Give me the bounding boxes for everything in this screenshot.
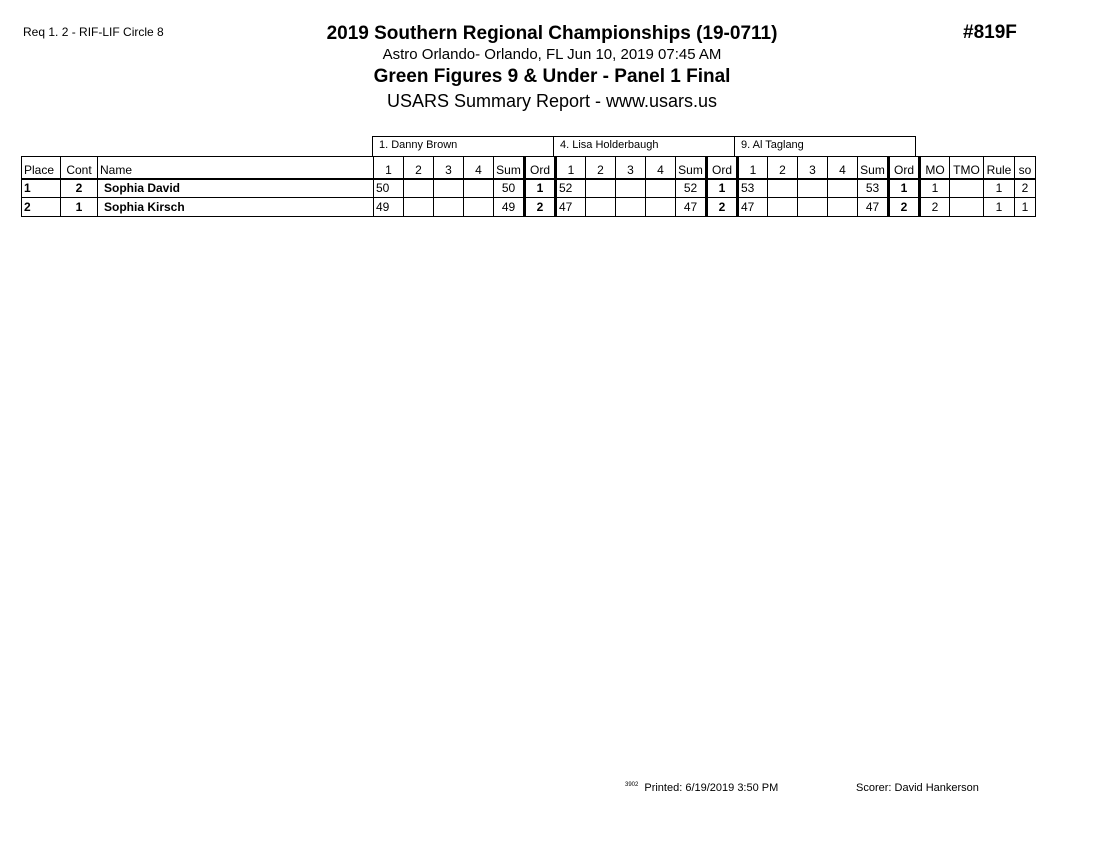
j1-ord: 2	[525, 198, 556, 217]
j1-score-4	[464, 179, 494, 198]
col-j2-s4: 4	[646, 157, 676, 179]
col-j1-s2: 2	[404, 157, 434, 179]
tmo-cell	[950, 198, 984, 217]
print-info	[625, 782, 778, 794]
j3-score-3	[798, 179, 828, 198]
col-j2-sum: Sum	[676, 157, 707, 179]
scorer-info: Scorer: David Hankerson	[856, 782, 979, 794]
j2-score-1: 47	[556, 198, 586, 217]
j2-ord: 1	[707, 179, 738, 198]
rule-cell: 1	[984, 179, 1015, 198]
col-j3-sum: Sum	[858, 157, 889, 179]
j2-score-4	[646, 198, 676, 217]
j1-score-1: 49	[374, 198, 404, 217]
j2-score-4	[646, 179, 676, 198]
rule-cell: 1	[984, 198, 1015, 217]
col-j3-s3: 3	[798, 157, 828, 179]
col-j1-ord: Ord	[525, 157, 556, 179]
j1-ord: 1	[525, 179, 556, 198]
j1-score-3	[434, 198, 464, 217]
table-header-row	[22, 157, 1036, 179]
col-j1-sum: Sum	[494, 157, 525, 179]
report-header	[300, 22, 804, 112]
col-name: Name	[98, 157, 374, 179]
col-so: so	[1015, 157, 1036, 179]
j3-score-4	[828, 198, 858, 217]
col-j2-s1: 1	[556, 157, 586, 179]
j3-score-3	[798, 198, 828, 217]
printed-timestamp: Printed: 6/19/2019 3:50 PM	[644, 782, 779, 794]
col-j2-s2: 2	[586, 157, 616, 179]
j1-score-2	[404, 179, 434, 198]
so-cell: 2	[1015, 179, 1036, 198]
j3-score-1: 47	[738, 198, 768, 217]
print-mark: 3902	[625, 782, 639, 788]
j3-ord: 1	[889, 179, 920, 198]
j3-score-2	[768, 179, 798, 198]
j1-score-3	[434, 179, 464, 198]
skater-name: Sophia David	[98, 179, 374, 198]
table-row	[22, 179, 1036, 198]
j3-score-4	[828, 179, 858, 198]
venue-date-line: Astro Orlando- Orlando, FL Jun 10, 2019 07:45 AM	[382, 46, 722, 63]
col-mo: MO	[920, 157, 950, 179]
j2-sum: 47	[676, 198, 707, 217]
col-tmo: TMO	[950, 157, 984, 179]
place-cell: 2	[22, 198, 61, 217]
event-name: Green Figures 9 & Under - Panel 1 Final	[373, 66, 731, 87]
report-line: USARS Summary Report - www.usars.us	[386, 91, 718, 111]
mo-cell: 2	[920, 198, 950, 217]
col-j1-s4: 4	[464, 157, 494, 179]
col-cont: Cont	[61, 157, 98, 179]
judge-header-3: 9. Al Taglang	[734, 136, 916, 156]
j2-score-2	[586, 179, 616, 198]
cont-cell: 1	[61, 198, 98, 217]
j2-sum: 52	[676, 179, 707, 198]
table-row	[22, 198, 1036, 217]
col-j2-s3: 3	[616, 157, 646, 179]
col-j3-s1: 1	[738, 157, 768, 179]
col-j1-s1: 1	[374, 157, 404, 179]
j3-sum: 47	[858, 198, 889, 217]
j1-score-2	[404, 198, 434, 217]
tmo-cell	[950, 179, 984, 198]
col-rule: Rule	[984, 157, 1015, 179]
scores-table	[21, 156, 1036, 217]
col-place: Place	[22, 157, 61, 179]
request-info: Req 1. 2 - RIF-LIF Circle 8	[23, 25, 164, 39]
cont-cell: 2	[61, 179, 98, 198]
j2-score-2	[586, 198, 616, 217]
event-code: #819F	[963, 22, 1017, 43]
j1-sum: 50	[494, 179, 525, 198]
skater-name: Sophia Kirsch	[98, 198, 374, 217]
judge-header-1: 1. Danny Brown	[372, 136, 554, 156]
j2-score-1: 52	[556, 179, 586, 198]
j3-ord: 2	[889, 198, 920, 217]
place-cell: 1	[22, 179, 61, 198]
j2-ord: 2	[707, 198, 738, 217]
mo-cell: 1	[920, 179, 950, 198]
col-j1-s3: 3	[434, 157, 464, 179]
j1-sum: 49	[494, 198, 525, 217]
col-j3-ord: Ord	[889, 157, 920, 179]
judge-header-2: 4. Lisa Holderbaugh	[553, 136, 735, 156]
j3-score-2	[768, 198, 798, 217]
col-j3-s4: 4	[828, 157, 858, 179]
col-j3-s2: 2	[768, 157, 798, 179]
j2-score-3	[616, 179, 646, 198]
col-j2-ord: Ord	[707, 157, 738, 179]
so-cell: 1	[1015, 198, 1036, 217]
j3-score-1: 53	[738, 179, 768, 198]
j3-sum: 53	[858, 179, 889, 198]
j1-score-1: 50	[374, 179, 404, 198]
j2-score-3	[616, 198, 646, 217]
championship-title: 2019 Southern Regional Championships (19-0711)	[326, 23, 778, 44]
j1-score-4	[464, 198, 494, 217]
